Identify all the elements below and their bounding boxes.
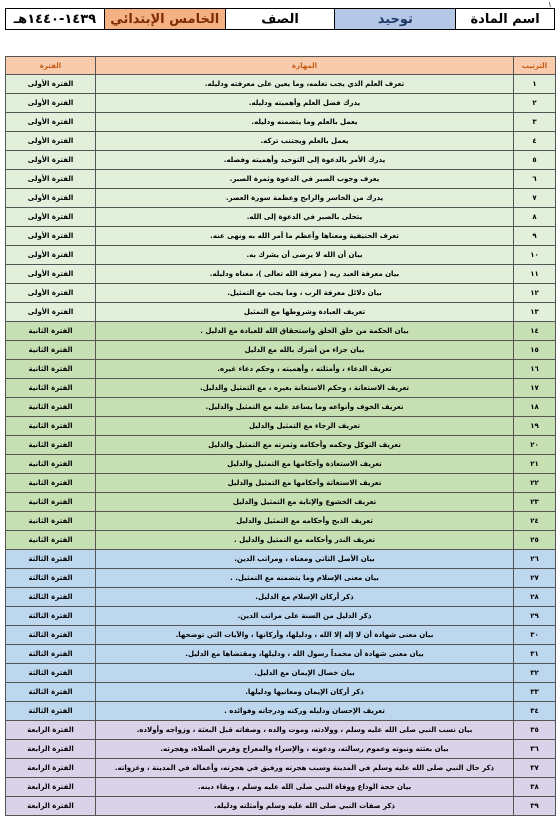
grade-value: الخامس الإبتدائي bbox=[104, 9, 225, 30]
table-row bbox=[6, 170, 556, 189]
row-period: الفترة الثالثة bbox=[6, 588, 96, 607]
row-period: الفترة الأولى bbox=[6, 265, 96, 284]
row-number: ٣٠ bbox=[514, 626, 556, 645]
column-header-period: الفترة bbox=[6, 57, 96, 75]
row-period: الفترة الأولى bbox=[6, 94, 96, 113]
row-number: ٣٦ bbox=[514, 740, 556, 759]
row-skill: بيان معرفة العبد ربه ( معرفة الله تعالى )، معناه ودليله. bbox=[96, 265, 514, 284]
row-skill: تعريف الدعاء ، وأمثلته ، وأهميته ، وحكم دعاء غيره. bbox=[96, 360, 514, 379]
row-number: ٣٣ bbox=[514, 683, 556, 702]
skills-table bbox=[5, 56, 556, 816]
table-row bbox=[6, 778, 556, 797]
table-row bbox=[6, 607, 556, 626]
row-skill: تعريف النذر وأحكامه مع التمثيل والدليل . bbox=[96, 531, 514, 550]
row-skill: يتحلى بالصبر في الدعوة إلى الله. bbox=[96, 208, 514, 227]
table-row bbox=[6, 474, 556, 493]
row-number: ٢٢ bbox=[514, 474, 556, 493]
row-period: الفترة الرابعة bbox=[6, 740, 96, 759]
row-period: الفترة الثالثة bbox=[6, 550, 96, 569]
row-skill: تعريف الإحسان ودليله وركنه ودرجاته وفوائده . bbox=[96, 702, 514, 721]
row-number: ٤ bbox=[514, 132, 556, 151]
row-skill: يعمل بالعلم ويجتنب تركه. bbox=[96, 132, 514, 151]
table-row bbox=[6, 531, 556, 550]
table-row bbox=[6, 759, 556, 778]
header-table bbox=[5, 8, 555, 30]
table-row bbox=[6, 398, 556, 417]
row-number: ٢ bbox=[514, 94, 556, 113]
table-row bbox=[6, 721, 556, 740]
table-row bbox=[6, 208, 556, 227]
row-number: ٣٥ bbox=[514, 721, 556, 740]
row-skill: ذكر أركان الإسلام مع الدليل. bbox=[96, 588, 514, 607]
row-number: ١ bbox=[514, 75, 556, 94]
row-skill: ذكر الدليل من السنة على مراتب الدين. bbox=[96, 607, 514, 626]
row-period: الفترة الأولى bbox=[6, 208, 96, 227]
column-header-skill: المهارة bbox=[96, 57, 514, 75]
row-skill: بيان الأصل الثاني ومعناه ، ومراتب الدين. bbox=[96, 550, 514, 569]
row-skill: تعريف الاستغاثة وأحكامها مع التمثيل والدليل bbox=[96, 474, 514, 493]
row-period: الفترة الثانية bbox=[6, 455, 96, 474]
table-row bbox=[6, 626, 556, 645]
row-skill: بيان خصال الإيمان مع الدليل. bbox=[96, 664, 514, 683]
row-number: ١٧ bbox=[514, 379, 556, 398]
row-number: ١٣ bbox=[514, 303, 556, 322]
table-row bbox=[6, 189, 556, 208]
subject-label: اسم المادة bbox=[456, 9, 555, 30]
row-number: ١٤ bbox=[514, 322, 556, 341]
row-number: ٣٧ bbox=[514, 759, 556, 778]
table-row bbox=[6, 588, 556, 607]
row-skill: ذكر صفات النبي صلى الله عليه وسلم وأمثلته ودليله. bbox=[96, 797, 514, 816]
table-row bbox=[6, 265, 556, 284]
row-number: ١١ bbox=[514, 265, 556, 284]
row-period: الفترة الثانية bbox=[6, 341, 96, 360]
row-period: الفترة الأولى bbox=[6, 170, 96, 189]
table-row bbox=[6, 569, 556, 588]
row-skill: تعرف العلم الذي يجب تعلمه، وما يعين على معرفته ودليله. bbox=[96, 75, 514, 94]
row-period: الفترة الرابعة bbox=[6, 721, 96, 740]
table-row bbox=[6, 246, 556, 265]
row-period: الفترة الثانية bbox=[6, 531, 96, 550]
row-skill: بيان دلائل معرفة الرب ، وما يجب مع التمثيل. bbox=[96, 284, 514, 303]
table-row bbox=[6, 417, 556, 436]
table-header-row bbox=[6, 57, 556, 75]
row-skill: تعريف الرجاء مع التمثيل والدليل bbox=[96, 417, 514, 436]
table-row bbox=[6, 113, 556, 132]
row-number: ٦ bbox=[514, 170, 556, 189]
row-skill: بيان الحكمة من خلق الخلق واستحقاق الله للعبادة مع الدليل . bbox=[96, 322, 514, 341]
row-period: الفترة الثانية bbox=[6, 379, 96, 398]
table-row bbox=[6, 550, 556, 569]
table-row bbox=[6, 683, 556, 702]
row-period: الفترة الأولى bbox=[6, 227, 96, 246]
row-number: ٣٩ bbox=[514, 797, 556, 816]
row-period: الفترة الثالثة bbox=[6, 626, 96, 645]
row-number: ٣ bbox=[514, 113, 556, 132]
table-body bbox=[6, 75, 556, 816]
page-number: ١ bbox=[547, 0, 552, 9]
row-skill: بيان أن الله لا يرضى أن يشرك به. bbox=[96, 246, 514, 265]
table-row bbox=[6, 227, 556, 246]
row-number: ٣٢ bbox=[514, 664, 556, 683]
row-skill: تعريف الخوف وأنواعه وما يساعد عليه مع التمثيل والدليل. bbox=[96, 398, 514, 417]
row-period: الفترة الأولى bbox=[6, 151, 96, 170]
table-row bbox=[6, 645, 556, 664]
row-number: ١٩ bbox=[514, 417, 556, 436]
row-period: الفترة الرابعة bbox=[6, 778, 96, 797]
row-number: ١٨ bbox=[514, 398, 556, 417]
row-period: الفترة الثانية bbox=[6, 436, 96, 455]
table-row bbox=[6, 284, 556, 303]
row-number: ٢٤ bbox=[514, 512, 556, 531]
row-skill: ذكر حال النبي صلى الله عليه وسلم في المدينة وسبب هجرته ورفيق في هجرته، وأعماله في المدينة ، وغزواته. bbox=[96, 759, 514, 778]
row-period: الفترة الرابعة bbox=[6, 797, 96, 816]
row-skill: يدرك فضل العلم وأهميته ودليله. bbox=[96, 94, 514, 113]
row-period: الفترة الثانية bbox=[6, 360, 96, 379]
table-row bbox=[6, 75, 556, 94]
row-skill: يدرك من الخاسر والرابح وعظمة سورة العصر. bbox=[96, 189, 514, 208]
table-row bbox=[6, 151, 556, 170]
row-skill: بيان معنى شهادة أن لا إله إلا الله ، ودليلها، وأركانها ، والآيات التي توضحها. bbox=[96, 626, 514, 645]
row-period: الفترة الثانية bbox=[6, 493, 96, 512]
row-number: ٧ bbox=[514, 189, 556, 208]
year-value: ١٤٣٩-١٤٤٠هـ bbox=[6, 9, 105, 30]
table-row bbox=[6, 455, 556, 474]
row-skill: بيان جزاء من أشرك بالله مع الدليل bbox=[96, 341, 514, 360]
table-row bbox=[6, 379, 556, 398]
row-skill: يدرك الأمر بالدعوة إلى التوحيد وأهميته وفضله. bbox=[96, 151, 514, 170]
row-number: ٢٩ bbox=[514, 607, 556, 626]
row-number: ٢٧ bbox=[514, 569, 556, 588]
table-row bbox=[6, 664, 556, 683]
row-skill: ذكر أركان الإيمان ومعانيها ودليلها. bbox=[96, 683, 514, 702]
table-row bbox=[6, 322, 556, 341]
row-skill: تعريف الاستعاذة وأحكامها مع التمثيل والدليل bbox=[96, 455, 514, 474]
row-period: الفترة الأولى bbox=[6, 75, 96, 94]
table-row bbox=[6, 360, 556, 379]
row-period: الفترة الثالثة bbox=[6, 569, 96, 588]
row-period: الفترة الثانية bbox=[6, 322, 96, 341]
row-period: الفترة الثانية bbox=[6, 474, 96, 493]
row-period: الفترة الثانية bbox=[6, 398, 96, 417]
row-period: الفترة الثالثة bbox=[6, 664, 96, 683]
row-number: ٢٨ bbox=[514, 588, 556, 607]
row-skill: يعرف وجوب الصبر في الدعوة وثمرة الصبر. bbox=[96, 170, 514, 189]
table-row bbox=[6, 512, 556, 531]
row-number: ١٦ bbox=[514, 360, 556, 379]
row-number: ٢٥ bbox=[514, 531, 556, 550]
row-skill: يعمل بالعلم وما يتضمنه ودليله. bbox=[96, 113, 514, 132]
row-skill: بيان نسب النبي صلى الله عليه وسلم ، وولادته، وموت والده ، وصفاته قبل البعثة ، وزواجه وأولاده. bbox=[96, 721, 514, 740]
subject-value: توحيد bbox=[335, 9, 456, 30]
table-row bbox=[6, 436, 556, 455]
row-number: ٣١ bbox=[514, 645, 556, 664]
row-period: الفترة الثانية bbox=[6, 417, 96, 436]
row-skill: تعريف الاستعانة ، وحكم الاستعانة بغيره ، مع التمثيل والدليل. bbox=[96, 379, 514, 398]
row-number: ١٢ bbox=[514, 284, 556, 303]
grade-label: الصف bbox=[225, 9, 335, 30]
row-skill: تعريف التوكل وحكمه وأحكامه وثمرته مع التمثيل والدليل bbox=[96, 436, 514, 455]
row-skill: تعريف الخشوع والإنابة مع التمثيل والدليل bbox=[96, 493, 514, 512]
row-period: الفترة الأولى bbox=[6, 303, 96, 322]
row-number: ٢٠ bbox=[514, 436, 556, 455]
table-row bbox=[6, 303, 556, 322]
row-period: الفترة الثالثة bbox=[6, 702, 96, 721]
row-skill: تعريف الذبح وأحكامه مع التمثيل والدليل bbox=[96, 512, 514, 531]
row-period: الفترة الثانية bbox=[6, 512, 96, 531]
column-header-num: الترتيب bbox=[514, 57, 556, 75]
row-period: الفترة الأولى bbox=[6, 132, 96, 151]
row-number: ١٠ bbox=[514, 246, 556, 265]
row-period: الفترة الثالثة bbox=[6, 683, 96, 702]
row-number: ٣٨ bbox=[514, 778, 556, 797]
table-row bbox=[6, 94, 556, 113]
table-row bbox=[6, 740, 556, 759]
row-skill: بيان حجة الوداع ووفاة النبي صلى الله عليه وسلم ، وبقاء دينه. bbox=[96, 778, 514, 797]
row-period: الفترة الثالثة bbox=[6, 607, 96, 626]
table-row bbox=[6, 797, 556, 816]
row-number: ٢٦ bbox=[514, 550, 556, 569]
row-skill: بيان معنى شهادة أن محمداً رسول الله ، ودليلها، ومقتضاها مع الدليل. bbox=[96, 645, 514, 664]
row-period: الفترة الرابعة bbox=[6, 759, 96, 778]
table-row bbox=[6, 702, 556, 721]
row-number: ٥ bbox=[514, 151, 556, 170]
row-skill: بيان معنى الإسلام وما يتضمنه مع التمثيل. . bbox=[96, 569, 514, 588]
row-skill: بيان بعثته ونبوته وعموم رسالته، ودعوته ، والإسراء والمعراج وفرض الصلاة، وهجرته. bbox=[96, 740, 514, 759]
row-period: الفترة الأولى bbox=[6, 246, 96, 265]
row-period: الفترة الأولى bbox=[6, 189, 96, 208]
table-row bbox=[6, 493, 556, 512]
row-skill: تعريف العبادة وشروطها مع التمثيل bbox=[96, 303, 514, 322]
row-number: ٢٣ bbox=[514, 493, 556, 512]
row-number: ٩ bbox=[514, 227, 556, 246]
row-period: الفترة الثالثة bbox=[6, 645, 96, 664]
row-number: ٣٤ bbox=[514, 702, 556, 721]
table-row bbox=[6, 132, 556, 151]
row-skill: تعرف الحنيفية ومعناها وأعظم ما أمر الله به ونهى عنه. bbox=[96, 227, 514, 246]
row-number: ٢١ bbox=[514, 455, 556, 474]
row-period: الفترة الأولى bbox=[6, 284, 96, 303]
table-row bbox=[6, 341, 556, 360]
row-period: الفترة الأولى bbox=[6, 113, 96, 132]
row-number: ١٥ bbox=[514, 341, 556, 360]
row-number: ٨ bbox=[514, 208, 556, 227]
